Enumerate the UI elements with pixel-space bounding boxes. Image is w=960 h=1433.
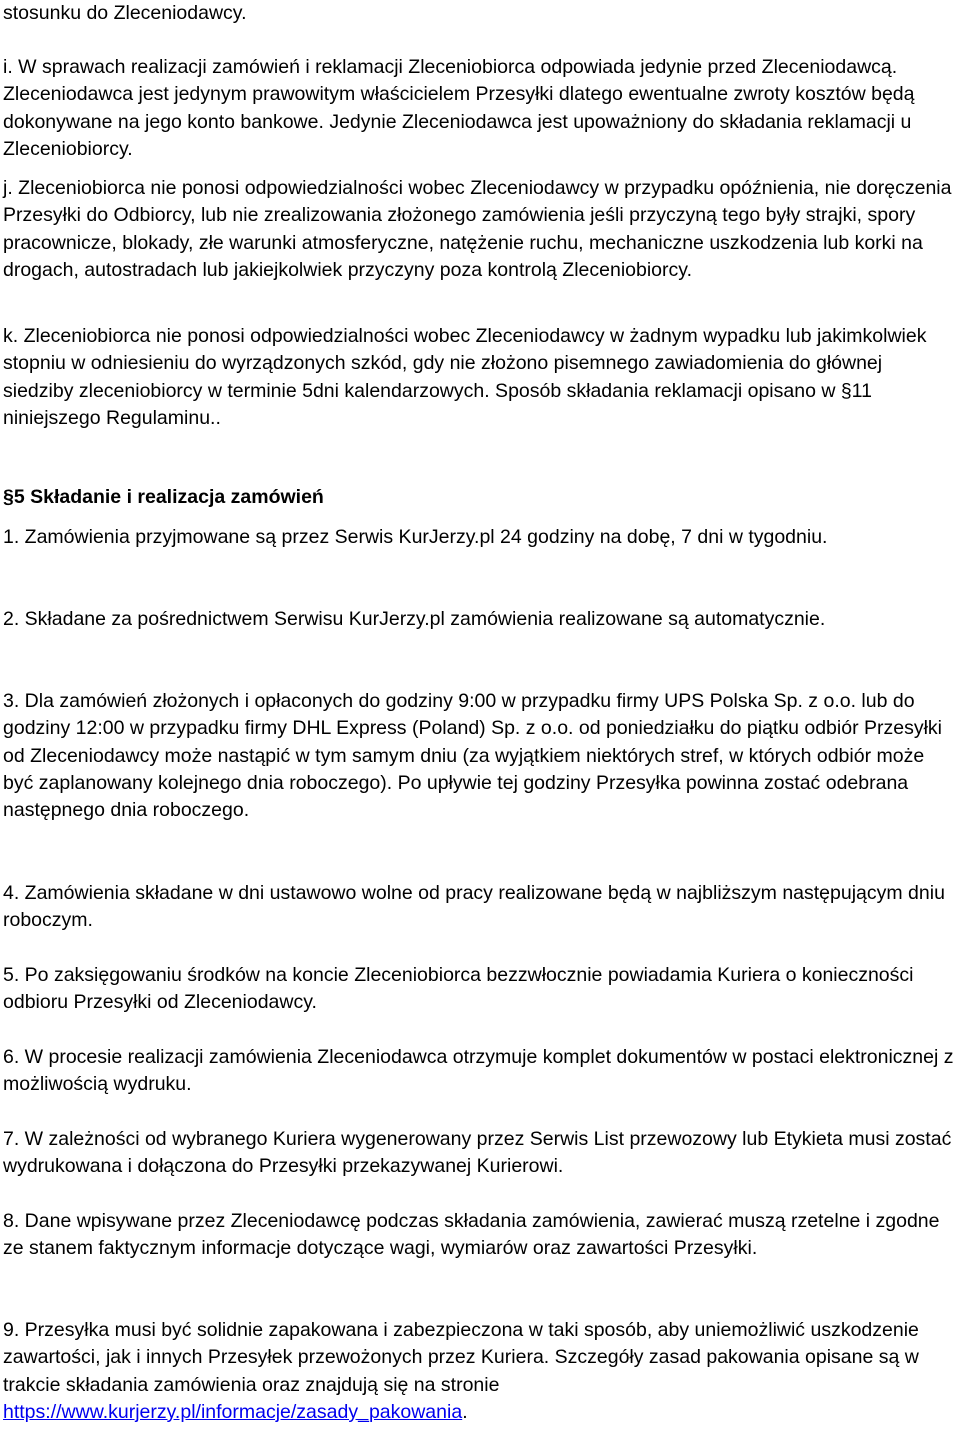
section-item-6: 6. W procesie realizacji zamówienia Zleceniodawca otrzymuje komplet dokumentów w postaci elektronicznej z możliwością wydruku. (3, 1046, 954, 1096)
section-item-5: 5. Po zaksięgowaniu środków na koncie Zleceniobiorca bezzwłocznie powiadamia Kuriera o konieczności odbioru Przesyłki od Zleceniodawcy. (3, 964, 914, 1014)
section-item-4: 4. Zamówienia składane w dni ustawowo wolne od pracy realizowane będą w najbliższym następującym dniu roboczym. (3, 882, 945, 932)
section-item-2: 2. Składane za pośrednictwem Serwisu KurJerzy.pl zamówienia realizowane są automatycznie. (3, 608, 826, 630)
clause-k: k. Zleceniobiorca nie ponosi odpowiedzialności wobec Zleceniodawcy w żadnym wypadku lub jakimkolwiek stopniu w odniesieniu do wyrządzonych szkód, gdy nie złożono pisemnego zawiadomienia do głównej siedziby zleceniobiorcy w terminie 5dni kalendarzowych. Sposób składania reklamacji opisano w §11 niniejszego Regulaminu.. (3, 325, 927, 429)
section-item-9-end: . (462, 1400, 468, 1423)
section-item-9-text: 9. Przesyłka musi być solidnie zapakowana i zabezpieczona w taki sposób, aby uniemożliwić uszkodzenie zawartości, jak i innych Przesyłek przewożonych przez Kuriera. Szczegóły zasad pakowania opisane są w trakcie składania zamówienia oraz znajdują się na stronie (3, 1319, 919, 1396)
section-item-1: 1. Zamówienia przyjmowane są przez Serwis KurJerzy.pl 24 godziny na dobę, 7 dni w tygodniu. (3, 526, 828, 548)
section-item-3: 3. Dla zamówień złożonych i opłaconych do godziny 9:00 w przypadku firmy UPS Polska Sp. z o.o. lub do godziny 12:00 w przypadku firmy DHL Express (Poland) Sp. z o.o. od poniedziałku do piątku odbiór Przesyłki od Zleceniodawcy może nastąpić w tym samym dniu (za wyjątkiem niektórych stref, w których odbiór może być zaplanowany kolejnego dnia roboczego). Po upływie tej godziny Przesyłka powinna zostać odebrana następnego dnia roboczego. (3, 690, 942, 822)
packing-rules-link[interactable]: https://www.kurjerzy.pl/informacje/zasady_pakowania (3, 1400, 463, 1423)
clause-j: j. Zleceniobiorca nie ponosi odpowiedzialności wobec Zleceniodawcy w przypadku opóźnienia, nie doręczenia Przesyłki do Odbiorcy, lub nie zrealizowania złożonego zamówienia jeśli przyczyną tego były strajki, spory pracownicze, blokady, złe warunki atmosferyczne, natężenie ruchu, mechaniczne uszkodzenia lub korki na drogach, autostradach lub jakiejkolwiek przyczyny poza kontrolą Zleceniobiorcy. (3, 177, 952, 281)
section-heading: §5 Składanie i realizacja zamówień (3, 486, 324, 508)
section-item-7: 7. W zależności od wybranego Kuriera wygenerowany przez Serwis List przewozowy lub Etykieta musi zostać wydrukowana i dołączona do Przesyłki przekazywanej Kurierowi. (3, 1128, 952, 1178)
intro-tail: stosunku do Zleceniodawcy. (3, 2, 247, 24)
clause-i: i. W sprawach realizacji zamówień i reklamacji Zleceniobiorca odpowiada jedynie przed Zleceniodawcą. Zleceniodawca jest jedynym prawowitym właścicielem Przesyłki dlatego ewentualne zwroty kosztów będą dokonywane na jego konto bankowe. Jedynie Zleceniodawca jest upoważniony do składania reklamacji u Zleceniobiorcy. (3, 56, 915, 160)
section-item-8: 8. Dane wpisywane przez Zleceniodawcę podczas składania zamówienia, zawierać muszą rzetelne i zgodne ze stanem faktycznym informacje dotyczące wagi, wymiarów oraz zawartości Przesyłki. (3, 1210, 940, 1260)
section-item-9 (3, 1317, 957, 1426)
